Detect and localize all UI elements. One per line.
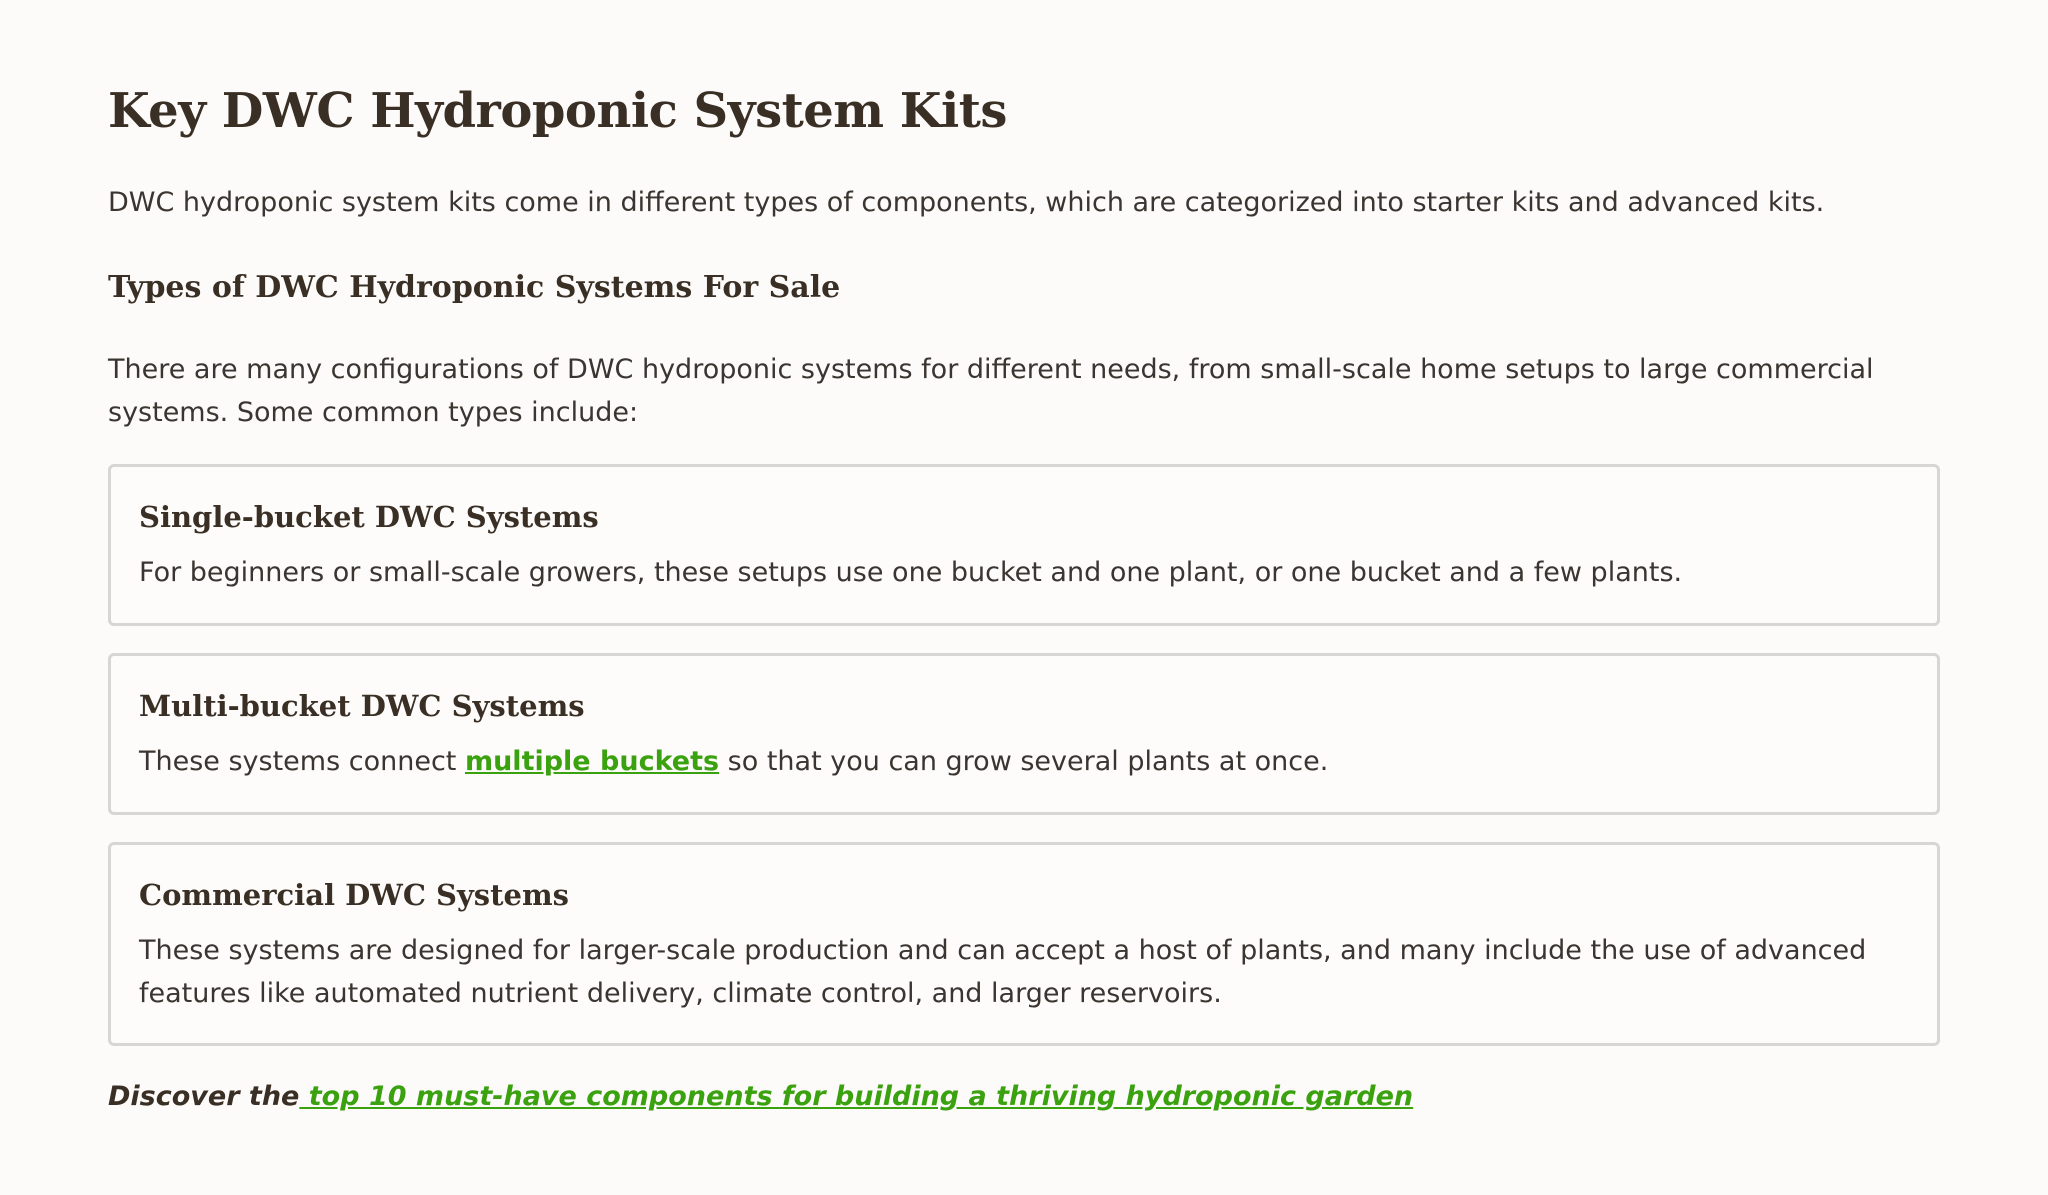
- card-text: For beginners or small-scale growers, these setups use one bucket and one plant, or one bucket and a few plants.: [139, 557, 1683, 588]
- section-subheading: Types of DWC Hydroponic Systems For Sale: [108, 270, 841, 305]
- card-text-before: These systems connect: [139, 746, 465, 777]
- card-single-bucket: [108, 464, 1940, 626]
- card-multi-bucket: [108, 653, 1940, 815]
- card-commercial: [108, 842, 1940, 1046]
- card-title: Multi-bucket DWC Systems: [139, 689, 585, 723]
- discover-line: [108, 1076, 1413, 1118]
- card-title: Commercial DWC Systems: [139, 878, 569, 912]
- card-title: Single-bucket DWC Systems: [139, 500, 599, 534]
- top-10-components-link[interactable]: top 10 must-have components for building a thriving hydroponic garden: [299, 1081, 1414, 1112]
- page-title: Key DWC Hydroponic System Kits: [108, 83, 1007, 139]
- discover-prefix: Discover the: [108, 1081, 300, 1112]
- intro-paragraph: DWC hydroponic system kits come in different types of components, which are categorized into starter kits and advanced kits.: [108, 187, 1825, 218]
- card-text: These systems are designed for larger-scale production and can accept a host of plants, and many include the use of advanced features like automated nutrient delivery, climate control, and larger reservoirs.: [139, 935, 1867, 1009]
- multiple-buckets-link[interactable]: multiple buckets: [464, 746, 720, 777]
- card-text: [139, 740, 1909, 783]
- section-description: There are many configurations of DWC hydroponic systems for different needs, from small-scale home setups to large commercial systems. Some common types include:: [108, 354, 1874, 428]
- card-text-after: so that you can grow several plants at once.: [719, 746, 1329, 777]
